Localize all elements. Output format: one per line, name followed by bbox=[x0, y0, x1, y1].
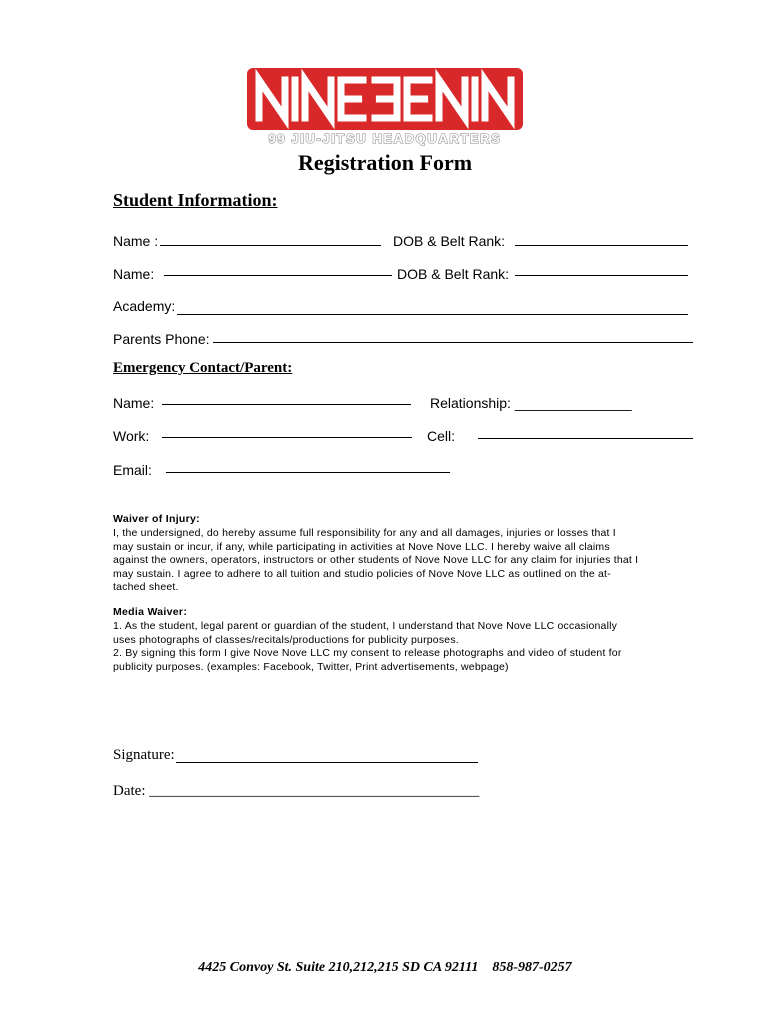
academy-field[interactable] bbox=[177, 314, 688, 315]
emergency-name-field[interactable] bbox=[162, 404, 411, 405]
name2-field[interactable] bbox=[164, 275, 392, 276]
logo-letter bbox=[407, 80, 429, 118]
footer bbox=[0, 960, 770, 976]
work-label: Work: bbox=[113, 428, 150, 444]
emergency-name-label: Name: bbox=[113, 395, 155, 411]
media-line: uses photographs of classes/recitals/productions for publicity purposes. bbox=[113, 633, 459, 646]
waiver-line: I, the undersigned, do hereby assume full responsibility for any and all damages, injuries or losses that I bbox=[113, 527, 616, 539]
footer-phone: 858-987-0257 bbox=[492, 960, 572, 975]
waiver-heading: Waiver of Injury: bbox=[113, 513, 200, 525]
email-field[interactable] bbox=[166, 472, 450, 473]
dob2-label: DOB & Belt Rank: bbox=[397, 266, 510, 282]
student-info-heading: Student Information: bbox=[113, 190, 278, 210]
logo-letter bbox=[341, 80, 363, 118]
cell-field[interactable] bbox=[478, 438, 693, 439]
cell-label: Cell: bbox=[427, 428, 456, 444]
dob2-field[interactable] bbox=[515, 275, 688, 276]
name2-label: Name: bbox=[113, 266, 155, 282]
logo-banner bbox=[247, 68, 523, 130]
media-waiver-heading: Media Waiver: bbox=[113, 606, 188, 618]
logo-wordmark bbox=[247, 68, 523, 130]
email-label: Email: bbox=[113, 462, 152, 478]
media-line: 2. By signing this form I give Nove Nove LLC my consent to release photographs and video of student for bbox=[113, 647, 622, 660]
waiver-line: against the owners, operators, instructors or other students of Nove Nove LLC for any claim for injuries that I bbox=[113, 554, 639, 567]
parents-phone-label: Parents Phone: bbox=[113, 331, 210, 347]
name1-field[interactable] bbox=[160, 245, 381, 246]
dob1-label: DOB & Belt Rank: bbox=[393, 233, 506, 249]
waiver-text bbox=[113, 527, 673, 595]
relationship-field[interactable]: Relationship: _______________ bbox=[430, 395, 632, 411]
dob1-field[interactable] bbox=[515, 245, 688, 246]
emergency-contact-heading: Emergency Contact/Parent: bbox=[113, 360, 293, 376]
logo-letter bbox=[259, 80, 285, 118]
signature-label: Signature: bbox=[113, 747, 175, 763]
name1-label: Name : bbox=[113, 233, 159, 249]
logo-letter bbox=[375, 80, 397, 118]
logo-subtitle: 99 JIU-JITSU HEADQUARTERS bbox=[268, 131, 502, 146]
date-field[interactable]: Date: ____________________________________________ bbox=[113, 783, 480, 799]
media-line: publicity purposes. (examples: Facebook, Twitter, Print advertisements, webpage) bbox=[113, 660, 509, 673]
academy-label: Academy: bbox=[113, 298, 176, 314]
waiver-line: tached sheet. bbox=[113, 581, 179, 594]
work-field[interactable] bbox=[162, 437, 412, 438]
footer-address: 4425 Convoy St. Suite 210,212,215 SD CA 92111 bbox=[198, 960, 479, 975]
page-title: Registration Form bbox=[297, 150, 473, 175]
waiver-line: may sustain or incur, if any, while participating in activities at Nove Nove LLC. I hereby waive all claims bbox=[113, 540, 610, 553]
media-waiver-text bbox=[113, 620, 673, 674]
media-line: 1. As the student, legal parent or guardian of the student, I understand that Nove Nove LLC occasionally bbox=[113, 620, 618, 632]
logo-letter bbox=[439, 80, 465, 118]
signature-field[interactable] bbox=[176, 762, 478, 763]
parents-phone-field[interactable] bbox=[213, 342, 693, 343]
logo-letter bbox=[485, 80, 511, 118]
logo-letter bbox=[305, 80, 331, 118]
waiver-line: may sustain. I agree to adhere to all tuition and studio policies of Nove Nove LLC as outlined on the at- bbox=[113, 567, 611, 580]
